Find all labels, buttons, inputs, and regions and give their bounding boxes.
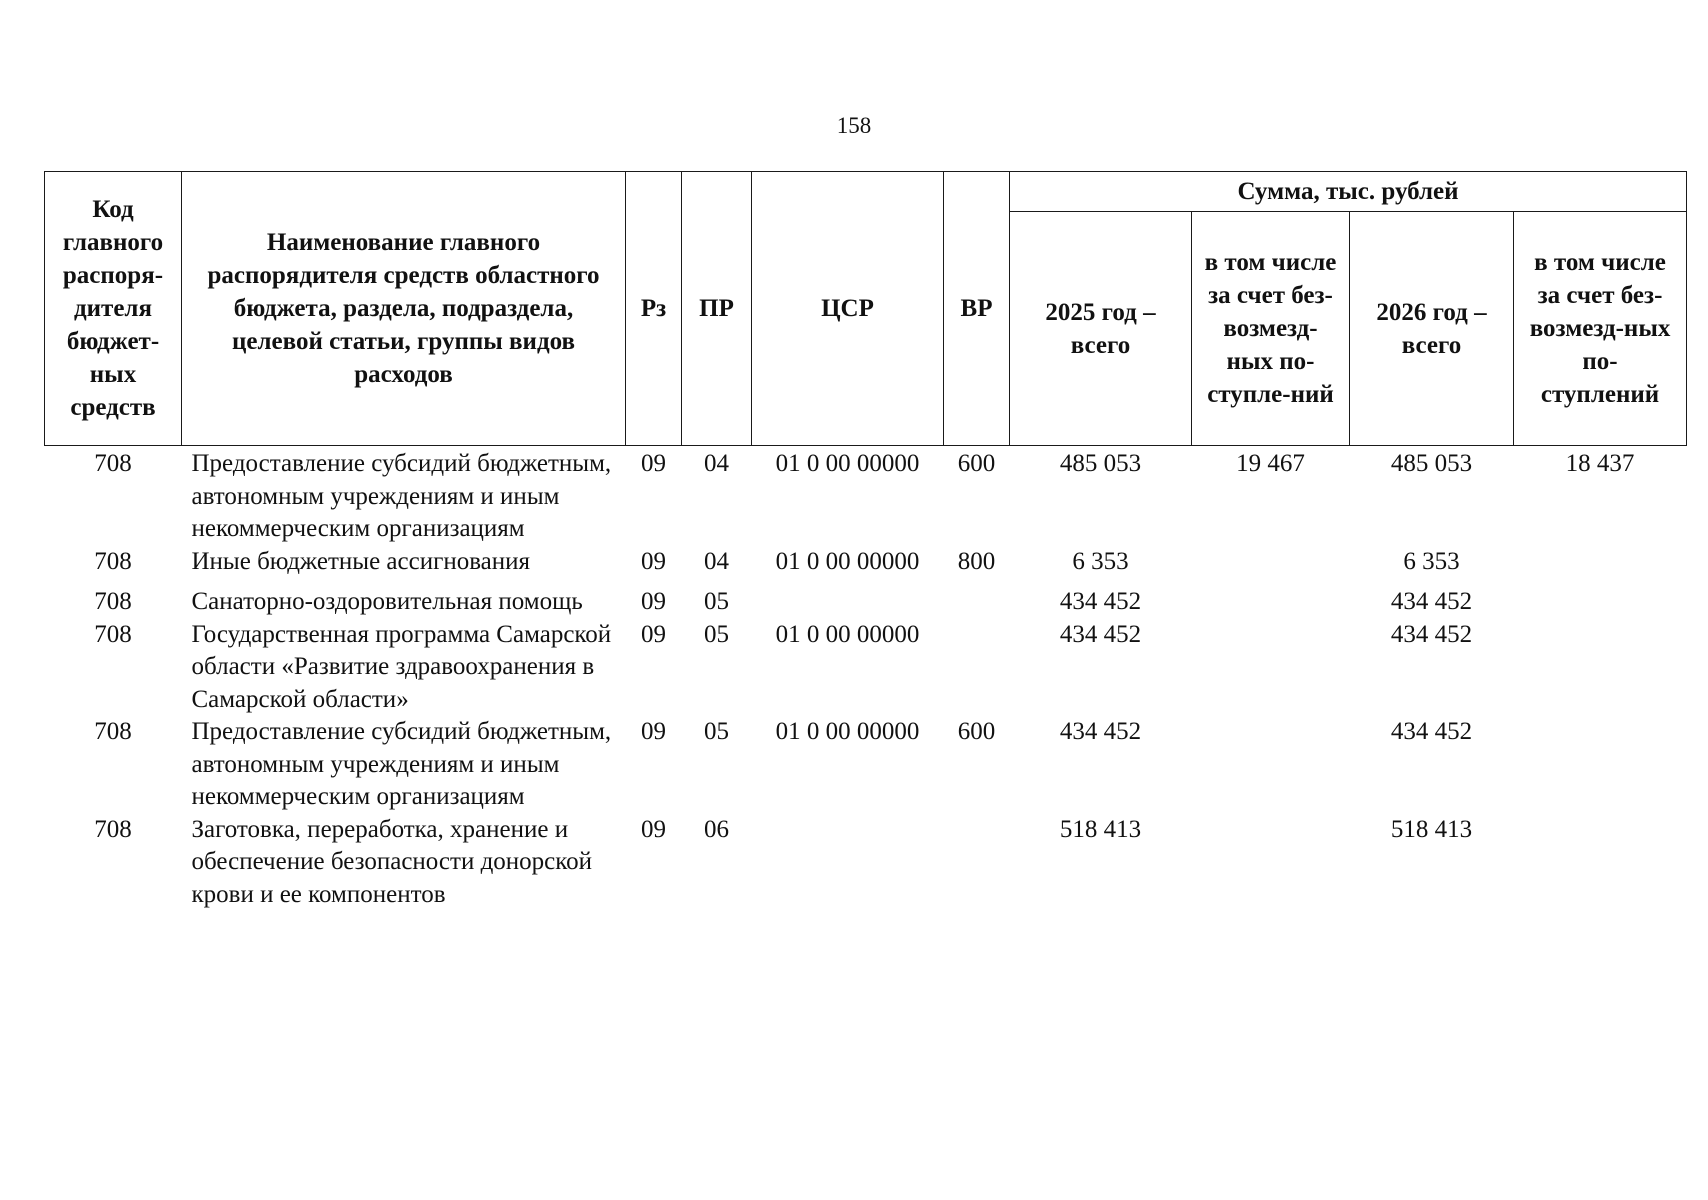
cell-name: Государственная программа Самарской области «Развитие здравоохранения в Самарской области»	[191, 620, 612, 713]
header-2025-free: в том числе за счет без-возмезд-ных по-ступле-ний	[1192, 212, 1350, 446]
cell-rz: 09	[641, 815, 666, 843]
cell-2026-free	[1514, 814, 1687, 912]
header-2025-total: 2025 год – всего	[1010, 212, 1192, 446]
cell-rz: 09	[641, 450, 666, 477]
table-row	[45, 546, 1687, 579]
table-header	[45, 172, 1687, 446]
cell-pr: 05	[704, 588, 729, 615]
cell-pr: 04	[704, 450, 729, 477]
cell-2025-total: 485 053	[1059, 450, 1142, 477]
cell-2026-free	[1514, 619, 1687, 717]
cell-vr	[944, 814, 1010, 912]
cell-2025-free: 19 467	[1236, 450, 1305, 477]
cell-code: 708	[94, 547, 132, 575]
table-row	[45, 716, 1687, 814]
cell-code: 708	[94, 450, 132, 477]
cell-vr: 800	[957, 547, 996, 575]
cell-2026-free: 18 437	[1565, 450, 1635, 477]
cell-2025-free	[1192, 546, 1350, 579]
cell-rz: 09	[641, 718, 666, 745]
cell-rz: 09	[641, 620, 666, 648]
header-name: Наименование главного распорядителя средств областного бюджета, раздела, подраздела, целевой статьи, группы видов расходов	[182, 172, 626, 446]
cell-csr: 01 0 00 00000	[775, 547, 920, 575]
cell-code: 708	[94, 718, 132, 745]
header-csr: ЦСР	[752, 172, 944, 446]
table-row	[45, 578, 1687, 619]
cell-2026-total: 434 452	[1390, 620, 1473, 648]
header-2026-total: 2026 год – всего	[1350, 212, 1514, 446]
header-vr: ВР	[944, 172, 1010, 446]
cell-2025-total: 518 413	[1059, 815, 1142, 843]
cell-rz: 09	[641, 588, 666, 615]
cell-name: Иные бюджетные ассигнования	[191, 547, 531, 575]
budget-table	[44, 171, 1687, 911]
header-code: Код главного распоря-дителя бюджет-ных средств	[45, 172, 182, 446]
cell-vr	[944, 578, 1010, 619]
cell-2026-total: 434 452	[1390, 588, 1473, 615]
page-number: 158	[836, 113, 872, 138]
cell-vr: 600	[957, 450, 996, 477]
cell-2025-free	[1192, 619, 1350, 717]
cell-2025-total: 6 353	[1072, 547, 1129, 575]
cell-2026-total: 485 053	[1390, 450, 1473, 477]
cell-csr: 01 0 00 00000	[775, 620, 920, 648]
cell-pr: 06	[704, 815, 729, 843]
cell-code: 708	[94, 815, 132, 843]
cell-2026-total: 434 452	[1390, 718, 1473, 745]
cell-code: 708	[94, 588, 132, 615]
cell-name: Заготовка, переработка, хранение и обеспечение безопасности донорской крови и ее компонентов	[191, 815, 593, 908]
header-sum: Сумма, тыс. рублей	[1010, 172, 1687, 212]
cell-csr: 01 0 00 00000	[775, 450, 920, 477]
cell-2025-total: 434 452	[1059, 588, 1142, 615]
cell-2026-free	[1514, 716, 1687, 814]
cell-2025-total: 434 452	[1059, 718, 1142, 745]
cell-csr	[752, 814, 944, 912]
cell-2025-total: 434 452	[1059, 620, 1142, 648]
cell-pr: 05	[704, 718, 729, 745]
cell-2025-free	[1192, 716, 1350, 814]
cell-2026-free	[1514, 578, 1687, 619]
cell-rz: 09	[641, 547, 666, 575]
header-rz: Рз	[626, 172, 682, 446]
cell-2026-free	[1514, 546, 1687, 579]
cell-2025-free	[1192, 578, 1350, 619]
cell-2025-free	[1192, 814, 1350, 912]
table-row	[45, 814, 1687, 912]
table-body	[45, 446, 1687, 912]
cell-2026-total: 6 353	[1403, 547, 1460, 575]
cell-csr	[752, 578, 944, 619]
cell-name: Предоставление субсидий бюджетным, автономным учреждениям и иным некоммерческим организациям	[191, 718, 612, 810]
table-row	[45, 446, 1687, 546]
cell-name: Санаторно-оздоровительная помощь	[191, 588, 583, 615]
cell-2026-total: 518 413	[1390, 815, 1473, 843]
header-pr: ПР	[682, 172, 752, 446]
cell-name: Предоставление субсидий бюджетным, автономным учреждениям и иным некоммерческим организациям	[191, 450, 612, 542]
cell-code: 708	[94, 620, 132, 648]
cell-csr: 01 0 00 00000	[775, 718, 920, 745]
cell-pr: 04	[704, 547, 729, 575]
table-row	[45, 619, 1687, 717]
cell-pr: 05	[704, 620, 729, 648]
cell-vr: 600	[957, 718, 996, 745]
header-2026-free: в том числе за счет без-возмезд-ных по-ступлений	[1514, 212, 1687, 446]
cell-vr	[944, 619, 1010, 717]
